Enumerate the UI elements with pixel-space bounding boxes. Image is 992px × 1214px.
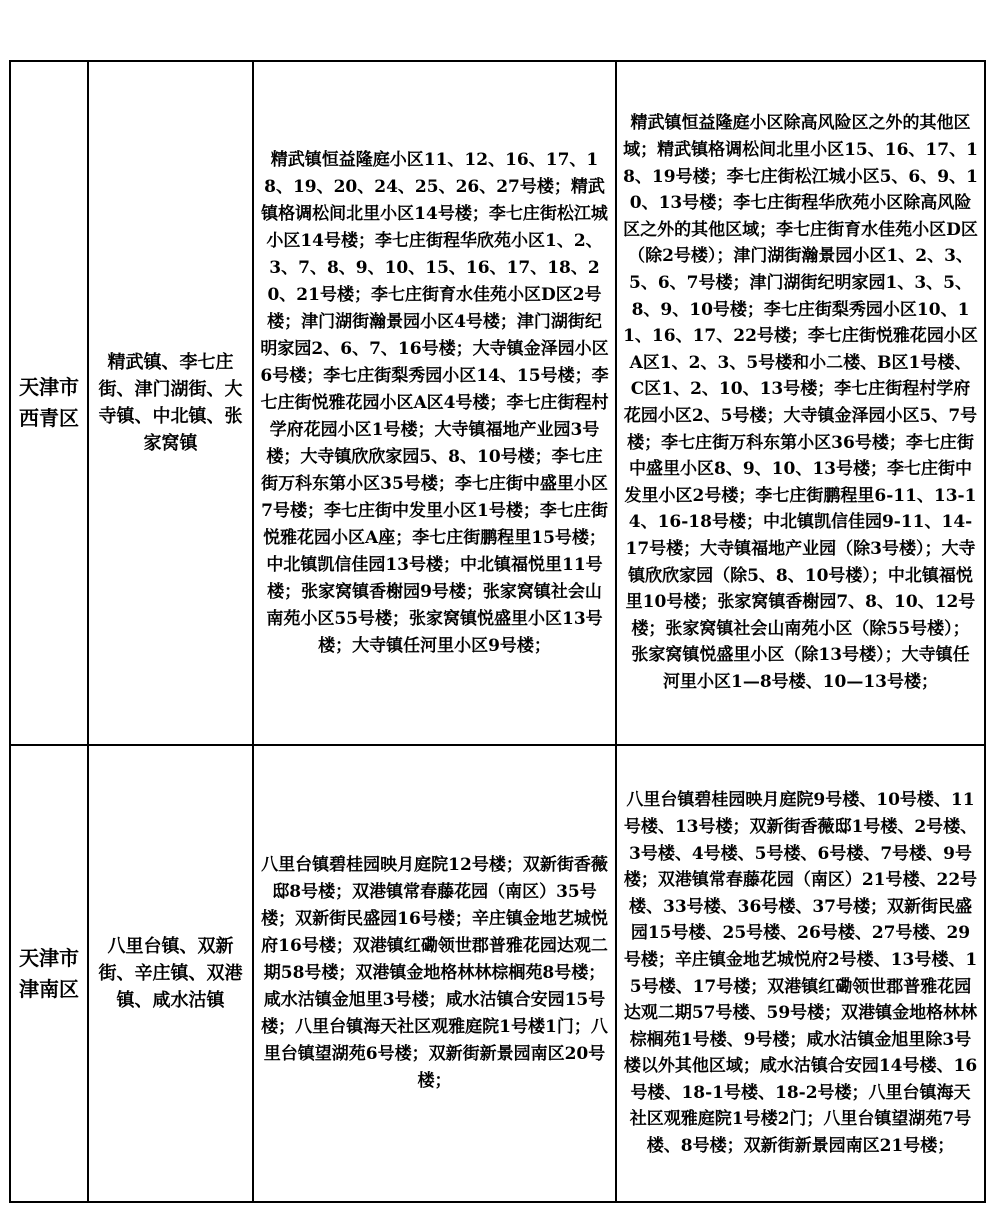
mid-risk-cell: 精武镇恒益隆庭小区除高风险区之外的其他区域；精武镇格调松间北里小区15、16、17、18、19号楼；李七庄街松江城小区5、6、9、10、13号楼；李七庄街程华欣苑小区除高风险区之外的其他区域；李七庄街育水佳苑小区D区（除2号楼）；津门湖街瀚景园小区1、2、3、5、6、7号楼；津门湖街纪明家园1、3、5、8、9、10号楼；李七庄街梨秀园小区10、11、16、17、22号楼；李七庄街悦雅花园小区A区1、2、3、5号楼和小二楼、B区1号楼、C区1、2、10、13号楼；李七庄街程村学府花园小区2、5号楼；大寺镇金泽园小区5、7号楼；李七庄街万科东第小区36号楼；李七庄街中盛里小区8、9、10、13号楼；李七庄街中发里小区2号楼；李七庄街鹏程里6-11、13-14、16-18号楼；中北镇凯信佳园9-11、14-17号楼；大寺镇福地产业园（除3号楼）；大寺镇欣欣家园（除5、8、10号楼）；中北镇福悦里10号楼；张家窝镇香榭园7、8、10、12号楼；张家窝镇社会山南苑小区（除55号楼）；张家窝镇悦盛里小区（除13号楼）；大寺镇任河里小区1—8号楼、10—13号楼；: [616, 61, 985, 745]
towns-cell: 精武镇、李七庄街、津门湖街、大寺镇、中北镇、张家窝镇: [88, 61, 253, 745]
table-row-jinnan: [10, 745, 985, 1202]
towns-cell: 八里台镇、双新街、辛庄镇、双港镇、咸水沽镇: [88, 745, 253, 1202]
district-cell: 天津市津南区: [10, 745, 88, 1202]
mid-risk-cell: 八里台镇碧桂园映月庭院9号楼、10号楼、11号楼、13号楼；双新街香薇邸1号楼、2号楼、3号楼、4号楼、5号楼、6号楼、7号楼、9号楼；双港镇常春藤花园（南区）21号楼、22号楼、33号楼、36号楼、37号楼；双新街民盛园15号楼、25号楼、26号楼、27号楼、29号楼；辛庄镇金地艺城悦府2号楼、13号楼、15号楼、17号楼；双港镇红磡领世郡普雅花园达观二期57号楼、59号楼；双港镇金地格林林棕榈苑1号楼、9号楼；咸水沽镇金旭里除3号楼以外其他区域；咸水沽镇合安园14号楼、16号楼、18-1号楼、18-2号楼；八里台镇海天社区观雅庭院1号楼2门；八里台镇望湖苑7号楼、8号楼；双新街新景园南区21号楼；: [616, 745, 985, 1202]
table-row-xiqing: [10, 61, 985, 745]
district-cell: 天津市西青区: [10, 61, 88, 745]
risk-area-table: [9, 60, 986, 1203]
high-risk-cell: 精武镇恒益隆庭小区11、12、16、17、18、19、20、24、25、26、27号楼；精武镇格调松间北里小区14号楼；李七庄街松江城小区14号楼；李七庄街程华欣苑小区1、2、3、7、8、9、10、15、16、17、18、20、21号楼；李七庄街育水佳苑小区D区2号楼；津门湖街瀚景园小区4号楼；津门湖街纪明家园2、6、7、16号楼；大寺镇金泽园小区6号楼；李七庄街梨秀园小区14、15号楼；李七庄街悦雅花园小区A区4号楼；李七庄街程村学府花园小区1号楼；大寺镇福地产业园3号楼；大寺镇欣欣家园5、8、10号楼；李七庄街万科东第小区35号楼；李七庄街中盛里小区7号楼；李七庄街中发里小区1号楼；李七庄街悦雅花园小区A座；李七庄街鹏程里15号楼；中北镇凯信佳园13号楼；中北镇福悦里11号楼；张家窝镇香榭园9号楼；张家窝镇社会山南苑小区55号楼；张家窝镇悦盛里小区13号楼；大寺镇任河里小区9号楼；: [253, 61, 616, 745]
high-risk-cell: 八里台镇碧桂园映月庭院12号楼；双新街香薇邸8号楼；双港镇常春藤花园（南区）35号楼；双新街民盛园16号楼；辛庄镇金地艺城悦府16号楼；双港镇红磡领世郡普雅花园达观二期58号楼；双港镇金地格林林棕榈苑8号楼；咸水沽镇金旭里3号楼；咸水沽镇合安园15号楼；八里台镇海天社区观雅庭院1号楼1门；八里台镇望湖苑6号楼；双新街新景园南区20号楼；: [253, 745, 616, 1202]
